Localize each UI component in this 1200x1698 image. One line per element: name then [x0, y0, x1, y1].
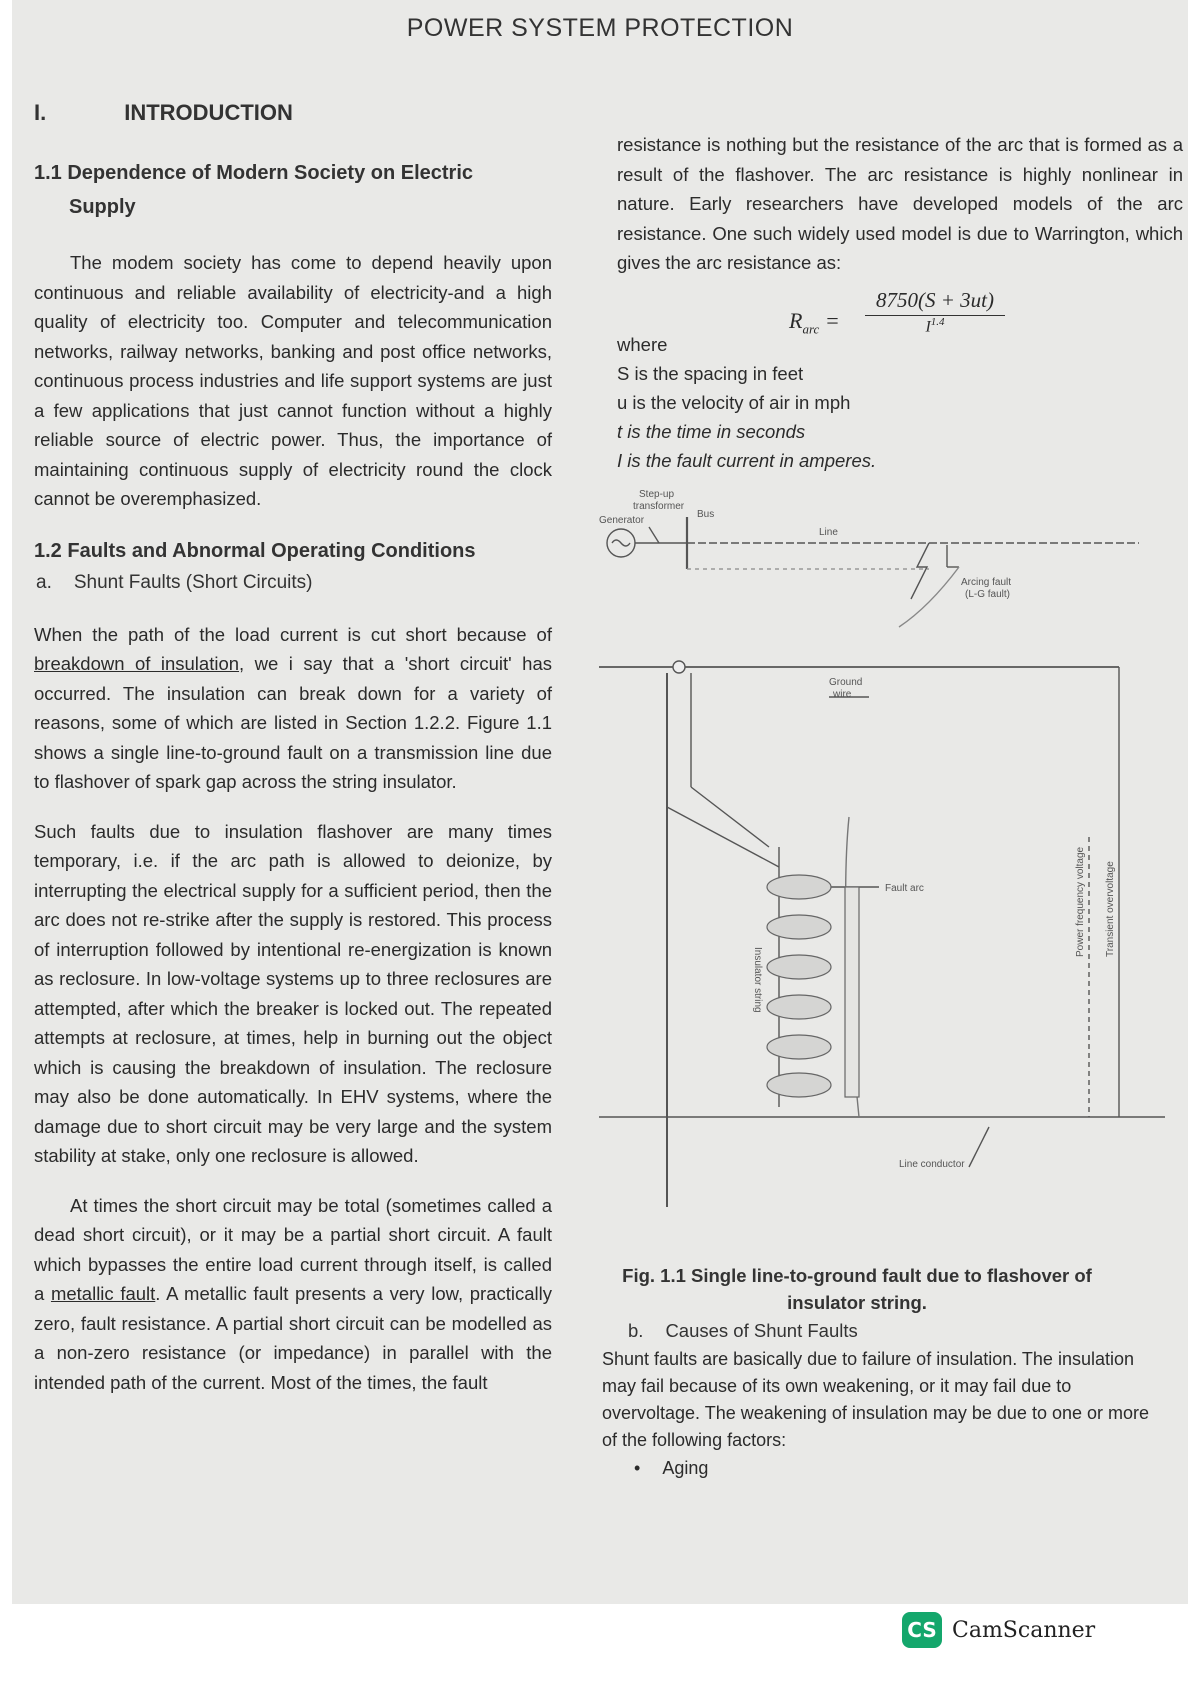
tower-cross-arm: [691, 787, 769, 847]
definition-s: S is the spacing in feet: [617, 362, 804, 384]
insulator-disc: [767, 955, 831, 979]
definition-t: t is the time in seconds: [617, 420, 806, 442]
left-column: [34, 100, 552, 1397]
generator-sine-icon: [612, 540, 630, 546]
insulator-disc: [767, 995, 831, 1019]
list-item-text: Aging: [662, 1458, 709, 1478]
label-bus: Bus: [697, 508, 715, 520]
text-run: , we i say that a 'short circuit' has occurred. The insulation can break down for a variety of reasons, some of which are listed in Section 1.2.2. Figure 1.1 shows a single line-to-ground fault on a transmission line due to flashover of spark gap across the string insulator.: [34, 653, 552, 792]
equation-subscript: arc: [802, 320, 820, 336]
label-lg-fault: (L-G fault): [965, 588, 1011, 600]
label-power-frequency-voltage: Power frequency voltage: [1075, 846, 1086, 957]
paragraph-reclosure: Such faults due to insulation flashover are many times temporary, i.e. if the arc path is allowed to deionize, by interrupting the electrical supply for a sufficient period, then the arc does not re-strike after the supply is restored. This process of interruption followed by intentional re-energization is known as reclosure. In low-voltage systems up to three reclosures are attempted, after which the breaker is locked out. The repeated attempts at reclosure, at times, help in burning out the object which is causing the breakdown of insulation. The reclosure may also be done automatically. In EHV systems, where the damage due to short circuit may be very large and the system stability at stake, only one reclosure is allowed.: [34, 820, 552, 1166]
bullet-icon: •: [634, 1458, 641, 1478]
equation-numerator: 8750(S + 3ut): [865, 288, 1005, 316]
paragraph-arc-resistance: resistance is nothing but the resistance of the arc that is formed as a result of the flashover. The arc resistance is highly nonlinear in nature. Early researchers have developed models of the arc resistance. One such widely used model is due to Warrington, which gives the arc resistance as:: [617, 134, 1183, 273]
label-line: Line: [819, 526, 838, 538]
text-run: At times the short circuit may be total (sometimes called a dead short circuit), or it may be a partial short circuit. A fault which bypasses the entire load current through itself, is called a: [34, 1194, 552, 1304]
list-item: [634, 1458, 1157, 1479]
figure-single-line-to-ground-fault: [599, 487, 1165, 1227]
arcing-fault-pointer: [899, 567, 959, 627]
arc-column: [845, 887, 859, 1097]
camscanner-logo-icon: CS: [902, 1612, 942, 1648]
definition-i: I is the fault current in amperes.: [617, 449, 877, 471]
label-ground: Ground: [829, 676, 863, 688]
insulator-disc: [767, 1073, 831, 1097]
label-transient-overvoltage: Transient overvoltage: [1105, 860, 1116, 957]
lightning-fault-icon: [911, 543, 929, 599]
equation-exponent: 1.4: [930, 315, 945, 328]
camscanner-name: CamScanner: [952, 1617, 1096, 1643]
definition-u: u is the velocity of air in mph: [617, 391, 851, 413]
label-arcing-fault: Arcing fault: [961, 576, 1012, 588]
section-title: INTRODUCTION: [124, 100, 293, 125]
equation-fraction: [865, 288, 1005, 336]
equation-symbol: R: [789, 307, 803, 333]
equation-equals: =: [824, 307, 840, 333]
paragraph-metallic-fault: [34, 1191, 552, 1398]
equation-lhs: [789, 308, 840, 337]
underlined-phrase: breakdown of insulation: [34, 653, 240, 674]
label-generator: Generator: [599, 514, 645, 526]
subheading-label: a.: [36, 571, 52, 593]
subsection-heading-line2: Supply: [69, 196, 136, 218]
section-heading-introduction: [34, 100, 552, 126]
caption-line1: Fig. 1.1 Single line-to-ground fault due to flashover of: [622, 1265, 1092, 1286]
label-transformer: transformer: [633, 500, 685, 512]
section-causes-of-shunt-faults: [602, 1320, 1157, 1479]
subsection-heading-1-1: [34, 156, 552, 224]
transformer-pointer: [649, 527, 659, 543]
text-run: When the path of the load current is cut short because of: [34, 623, 552, 645]
right-column: [599, 130, 1183, 1232]
subsection-heading-1-2: 1.2 Faults and Abnormal Operating Conditions: [34, 539, 476, 562]
subheading-text: Shunt Faults (Short Circuits): [73, 571, 313, 593]
section-number: I.: [34, 100, 47, 125]
subheading-text: Causes of Shunt Faults: [665, 1320, 858, 1341]
label-insulator-string: Insulator string: [752, 946, 763, 1013]
label-fault-arc: Fault arc: [885, 882, 924, 894]
label-line-conductor: Line conductor: [899, 1158, 965, 1170]
subheading-shunt-faults: [36, 572, 552, 594]
page-title: POWER SYSTEM PROTECTION: [406, 14, 794, 42]
paragraph-causes: Shunt faults are basically due to failure of insulation. The insulation may fail because of its own weakening, or it may fail due to overvoltage. The weakening of insulation may be due to one or more of the following factors:: [602, 1349, 1150, 1450]
paragraph-short-circuit: [34, 620, 552, 797]
label-wire: wire: [833, 688, 852, 700]
subsection-heading-line1: 1.1 Dependence of Modern Society on Electric: [34, 162, 474, 184]
scanned-page: [12, 0, 1188, 1604]
text-run: . A metallic fault presents a very low, practically zero, fault resistance. A partial short circuit can be modelled as a non-zero resistance (or impedance) in parallel with the intended path of the current. Most of the times, the fault: [34, 1283, 552, 1393]
where-label: where: [617, 333, 668, 355]
insulator-disc: [767, 915, 831, 939]
variable-definitions: [617, 330, 1183, 475]
figure-caption: [617, 1262, 1097, 1316]
subheading-causes: [628, 1320, 1157, 1342]
warrington-equation: [617, 288, 1183, 348]
paragraph-modern-society: The modem society has come to depend heavily upon continuous and reliable availability of electricity-and a high quality of electricity too. Computer and telecommunication networks, railway networks, banking and post office networks, continuous process industries and life support systems are just a few applications that just cannot function without a highly reliable source of electric power. Thus, the importance of maintaining continuous supply of electricity round the clock cannot be overemphasized.: [34, 252, 552, 509]
caption-line2: insulator string.: [787, 1292, 927, 1313]
label-step-up: Step-up: [639, 488, 675, 500]
subheading-label: b.: [628, 1320, 644, 1341]
equation-denominator: [865, 316, 1005, 336]
underlined-phrase: metallic fault: [50, 1283, 156, 1304]
equation-den-symbol: I: [925, 317, 931, 335]
camscanner-watermark: [902, 1612, 1095, 1648]
insulator-disc: [767, 875, 831, 899]
insulator-disc: [767, 1035, 831, 1059]
line-conductor-pointer: [969, 1127, 989, 1167]
